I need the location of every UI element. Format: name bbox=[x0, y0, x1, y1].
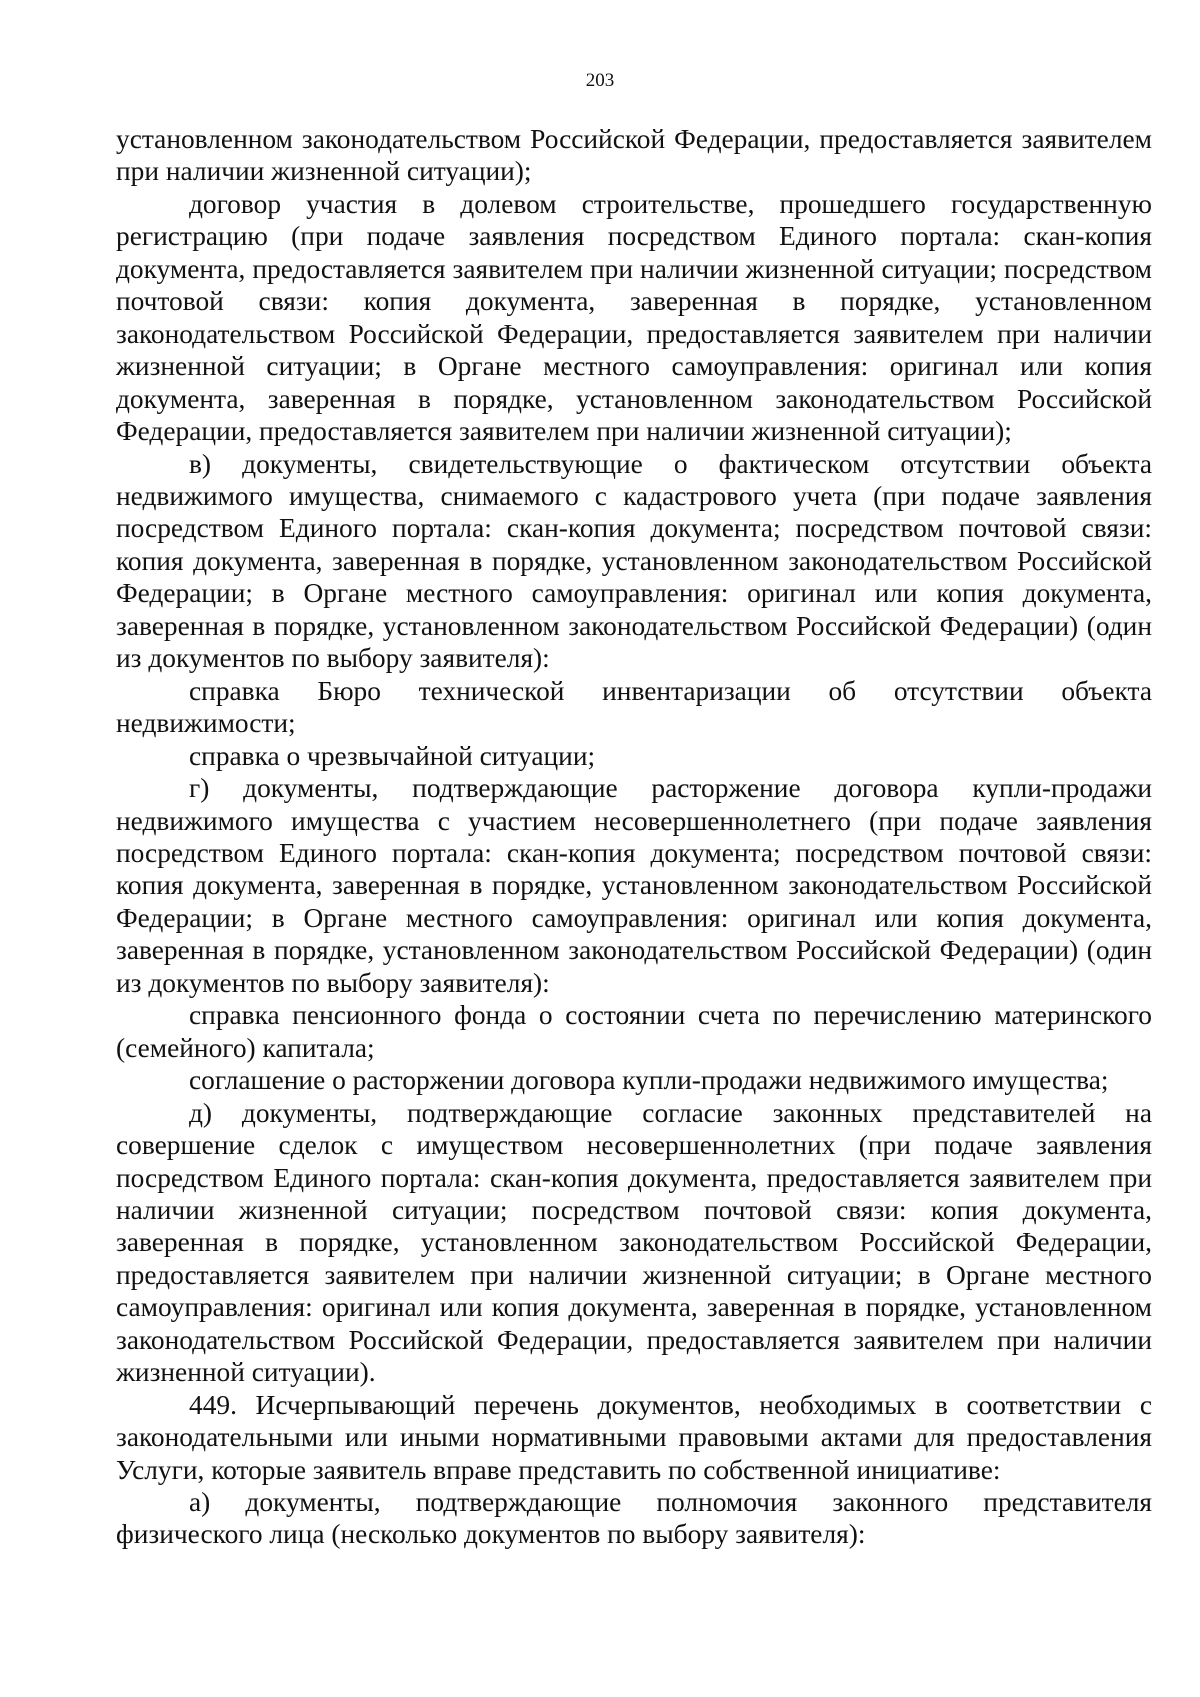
document-body bbox=[116, 123, 1152, 1551]
page-number: 203 bbox=[585, 70, 615, 91]
paragraph-item-a: а) документы, подтверждающие полномочия законного представителя физического лица (несколько документов по выбору заявителя): bbox=[116, 1487, 1152, 1550]
paragraph-item-449: 449. Исчерпывающий перечень документов, необходимых в соответствии с законодательными или иными нормативными правовыми актами для предоставления Услуги, которые заявитель вправе представить по собственной инициативе: bbox=[116, 1389, 1152, 1485]
paragraph-pension-fund-certificate: справка пенсионного фонда о состоянии счета по перечислению материнского (семейного) капитала; bbox=[116, 1000, 1152, 1063]
paragraph-termination-agreement: соглашение о расторжении договора купли-продажи недвижимого имущества; bbox=[189, 1065, 1109, 1096]
paragraph-equity-contract: договор участия в долевом строительстве, прошедшего государственную регистрацию (при подаче заявления посредством Единого портала: скан-копия документа, предоставляется заявителем при наличии жизненной ситуации; посредством почтовой связи: копия документа, заверенная в порядке, установленном законодательством Российской Федерации, предоставляется заявителем при наличии жизненной ситуации; в Органе местного самоуправления: оригинал или копия документа, заверенная в порядке, установленном законодательством Российской Федерации, предоставляется заявителем при наличии жизненной ситуации); bbox=[116, 188, 1152, 447]
paragraph-item-g: г) документы, подтверждающие расторжение договора купли-продажи недвижимого имущества с участием несовершеннолетнего (при подаче заявления посредством Единого портала: скан-копия документа; посредством почтовой связи: копия документа, заверенная в порядке, установленном законодательством Российской Федерации; в Органе местного самоуправления: оригинал или копия документа, заверенная в порядке, установленном законодательством Российской Федерации) (один из документов по выбору заявителя): bbox=[116, 773, 1152, 998]
paragraph-emergency-certificate: справка о чрезвычайной ситуации; bbox=[189, 740, 596, 771]
paragraph-item-d: д) документы, подтверждающие согласие законных представителей на совершение сделок с имуществом несовершеннолетних (при подаче заявления посредством Единого портала: скан-копия документа, предоставляется заявителем при наличии жизненной ситуации; посредством почтовой связи: копия документа, заверенная в порядке, установленном законодательством Российской Федерации, предоставляется заявителем при наличии жизненной ситуации; в Органе местного самоуправления: оригинал или копия документа, заверенная в порядке, установленном законодательством Российской Федерации, предоставляется заявителем при наличии жизненной ситуации). bbox=[116, 1097, 1152, 1388]
paragraph-item-v: в) документы, свидетельствующие о фактическом отсутствии объекта недвижимого имущества, снимаемого с кадастрового учета (при подаче заявления посредством Единого портала: скан-копия документа; посредством почтовой связи: копия документа, заверенная в порядке, установленном законодательством Российской Федерации; в Органе местного самоуправления: оригинал или копия документа, заверенная в порядке, установленном законодательством Российской Федерации) (один из документов по выбору заявителя): bbox=[116, 448, 1152, 674]
paragraph-continuation: установленном законодательством Российской Федерации, предоставляется заявителем при наличии жизненной ситуации); bbox=[116, 124, 1152, 187]
paragraph-bti-certificate: справка Бюро технической инвентаризации об отсутствии объекта недвижимости; bbox=[116, 675, 1152, 739]
